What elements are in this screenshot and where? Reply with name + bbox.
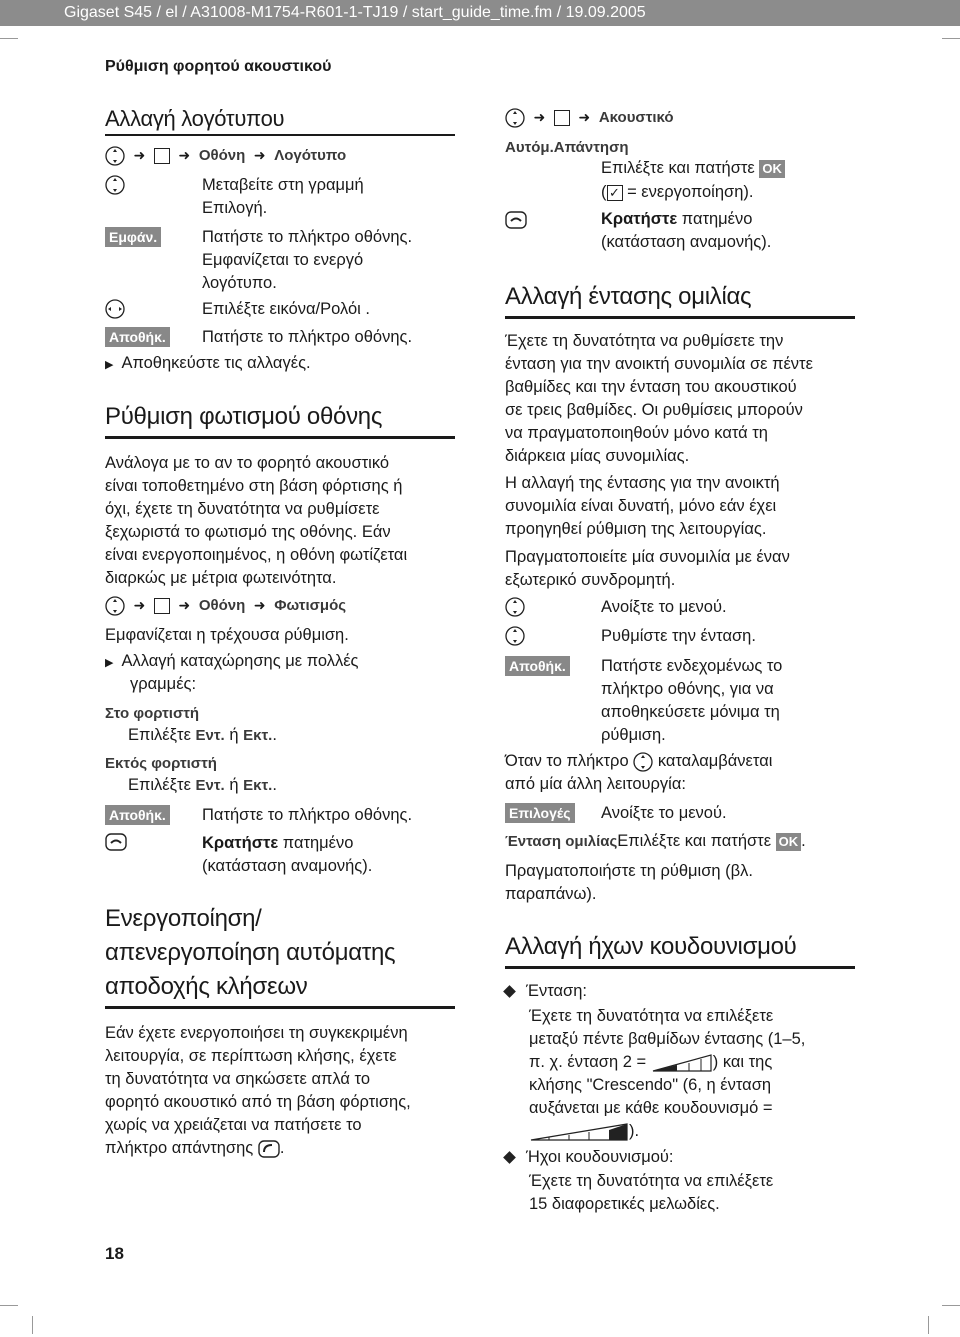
light-change [105,650,359,675]
header-text: Gigaset S45 / el / A31008-M1754-R601-1-TJ19 / start_guide_time.fm / 19.09.2005 [64,4,646,21]
volume-crescendo-icon [529,1122,629,1142]
triangle-bullet-icon: ▶ [105,359,114,371]
light-para-1: Ανάλογα με το αν το φορητό ακουστικό [105,454,390,472]
light-para-3: όχι, έχετε τη δυνατότητα να ρυθμίσετε [105,500,380,518]
select-text: Επιλέξτε και πατήστε [617,832,772,850]
vol-p1-4: σε τρεις βαθμίδες. Οι ρυθμίσεις μπορούν [505,401,803,419]
light-hold [202,832,353,855]
in-charger-select [128,724,277,747]
ring-b1-3a: π. χ. ένταση 2 = [529,1053,647,1071]
arrow-icon: ➜ [533,109,546,125]
logo-step5-text: Αποθηκεύστε τις αλλαγές. [121,354,311,372]
option-on: Εντ. [195,777,225,794]
vol-save-3: αποθηκεύσετε μόνιμα τη [601,703,780,721]
auto-idle: (κατάσταση αναμονής). [601,233,772,251]
light-current: Εμφανίζεται η τρέχουσα ρύθμιση. [105,626,349,644]
heading-rule [105,436,455,439]
logo-step5 [105,352,311,377]
arrow-icon: ➜ [253,147,266,163]
ok-key: OK [759,160,785,178]
ring-bullet-volume [505,980,587,1003]
out-charger-select [128,774,277,797]
crop-mark [32,1316,33,1334]
when-text-a: Όταν το πλήκτρο [505,752,629,770]
ring-b2-2: 15 διαφορετικές μελωδίες. [529,1195,720,1213]
nav-key-icon [505,108,525,128]
logo-step4: Πατήστε το πλήκτρο οθόνης. [202,328,413,346]
activation-text: = ενεργοποίηση). [622,183,754,201]
crop-mark [0,1305,18,1306]
page-number: 18 [105,1244,124,1263]
heading-rule [505,316,855,319]
arrow-icon: ➜ [133,597,146,613]
softkey-options: Επιλογές [505,803,575,823]
light-para-4: ξεχωριστά το φωτισμό της οθόνης. Εάν [105,523,391,541]
diamond-bullet-icon [503,1151,516,1164]
label-in-charger: Στο φορτιστή [105,705,200,722]
ring-volume-label: Ένταση: [526,982,587,1000]
heading-change-logo: Αλλαγή λογότυπου [105,106,285,131]
end-call-key-icon [105,832,127,852]
vol-p1-3: βαθμίδες και την ένταση του ακουστικού [505,378,797,396]
menu-item-display: Οθόνη [198,597,246,614]
softkey-save: Αποθήκ. [505,656,570,676]
logo-step3: Επιλέξτε εικόνα/Ρολόι . [202,300,371,318]
vol-open-menu: Ανοίξτε το μενού. [601,598,727,616]
heading-rule [105,134,455,136]
nav-key-icon [105,175,125,195]
settings-menu-icon [154,598,170,614]
ring-b1-5: αυξάνεται με κάθε κουδουνισμό = [529,1099,773,1117]
auto-para-1: Εάν έχετε ενεργοποιήσει τη συγκεκριμένη [105,1024,408,1042]
ring-b1-4: κλήσης "Crescendo" (6, η ένταση [529,1076,772,1094]
auto-para-2: λειτουργία, σε περίπτωση κλήσης, έχετε [105,1047,397,1065]
vol-adjust: Ρυθμίστε την ένταση. [601,627,756,645]
logo-step1-b: Επιλογή. [202,199,268,217]
vol-open-menu-2: Ανοίξτε το μενού. [601,804,727,822]
crop-mark [942,38,960,39]
settings-menu-icon [554,110,570,126]
auto-para-5: χωρίς να χρειάζεται να πατήσετε το [105,1116,362,1134]
vol-p1-1: Έχετε τη δυνατότητα να ρυθμίσετε την [505,332,784,350]
vol-perform-2: παραπάνω). [505,885,597,903]
vol-perform-1: Πραγματοποιήστε τη ρύθμιση (βλ. [505,862,753,880]
vol-save-4: ρύθμιση. [601,726,666,744]
vol-when [505,750,772,773]
option-off: Εκτ. [243,777,273,794]
ring-b1-3 [529,1051,772,1074]
softkey-save: Αποθήκ. [105,805,170,825]
softkey-save: Αποθήκ. [105,327,170,347]
nav-key-icon [505,626,525,646]
menu-item-lighting: Φωτισμός [274,597,347,614]
light-menu-path [105,594,346,617]
section-title: Ρύθμιση φορητού ακουστικού [105,58,332,75]
ring-tones-label: Ήχοι κουδουνισμού: [526,1148,674,1166]
vol-p1-5: να πραγματοποιηθούν μόνο κατά τη [505,424,768,442]
option-talk-volume: Ένταση ομιλίας [505,833,618,850]
nav-key-lr-icon [105,299,125,319]
heading-auto-answer-1: Ενεργοποίηση/ [105,905,262,932]
nav-key-icon [505,597,525,617]
ring-b2-1: Έχετε τη δυνατότητα να επιλέξετε [529,1172,774,1190]
auto-select [601,157,785,180]
when-text-b: καταλαμβάνεται [657,752,773,770]
or-text: ή [224,776,244,794]
ring-b1-6 [529,1120,639,1143]
settings-menu-icon [154,148,170,164]
vol-p1-6: διάρκεια μίας συνομιλίας. [505,447,690,465]
heading-auto-answer-3: αποδοχής κλήσεων [105,973,308,1000]
dot-text: . [801,832,806,850]
arrow-icon: ➜ [178,597,191,613]
heading-auto-answer-2: απενεργοποίηση αυτόματης [105,939,396,966]
volume-level-2-icon [651,1053,713,1073]
auto-para-6 [105,1137,284,1160]
arrow-icon: ➜ [578,109,591,125]
auto-para-3: τη δυνατότητα να σηκώσετε απλά το [105,1070,371,1088]
logo-menu-path [105,144,346,167]
heading-display-light: Ρύθμιση φωτισμού οθόνης [105,403,383,430]
light-para-5: είναι ενεργοποιημένος, η οθόνη φωτίζεται [105,546,408,564]
option-on: Εντ. [195,727,225,744]
dot-text: . [272,726,277,744]
vol-p2-1: Η αλλαγή της έντασης για την ανοικτή [505,474,780,492]
ring-b1-3b: ) και της [712,1053,773,1071]
logo-step2-c: λογότυπο. [202,274,277,292]
arrow-icon: ➜ [253,597,266,613]
hold-bold: Κρατήστε [601,210,678,228]
auto-para-4: φορητό ακουστικό από τη βάση φόρτισης, [105,1093,411,1111]
option-off: Εκτ. [243,727,273,744]
ring-b1-1: Έχετε τη δυνατότητα να επιλέξετε [529,1007,774,1025]
light-para-6: διαρκώς με μέτρια φωτεινότητα. [105,569,337,587]
light-change-text: Αλλαγή καταχώρησης με πολλές [121,652,359,670]
ring-b1-6b: ). [629,1122,640,1140]
select-text: Επιλέξτε [128,776,196,794]
nav-key-icon [105,146,125,166]
menu-item-logo: Λογότυπο [274,147,347,164]
vol-p2-2: συνομιλία είναι δυνατή, μόνο εάν έχει [505,497,777,515]
menu-item-display: Οθόνη [198,147,246,164]
ok-key: OK [776,833,802,851]
arrow-icon: ➜ [133,147,146,163]
auto-hold [601,208,752,231]
auto-last-dot: . [279,1139,285,1157]
logo-step2: Πατήστε το πλήκτρο οθόνης. [202,228,413,246]
dot-text: . [272,776,277,794]
hold-rest: πατημένο [677,210,753,228]
select-text: Επιλέξτε και πατήστε [601,159,755,177]
ring-bullet-tones [505,1146,674,1169]
softkey-show: Εμφάν. [105,227,161,247]
talk-key-icon [258,1140,280,1158]
vol-save-1: Πατήστε ενδεχομένως το [601,657,783,675]
hold-bold: Κρατήστε [202,834,279,852]
auto-menu-path [505,106,674,129]
nav-key-icon [633,752,653,772]
vol-option-select [505,830,806,853]
light-press-soft: Πατήστε το πλήκτρο οθόνης. [202,806,413,824]
ring-b1-2: μεταξύ πέντε βαθμίδων έντασης (1–5, [529,1030,806,1048]
vol-when-2: από μία άλλη λειτουργία: [505,775,686,793]
vol-p2-3: προηγηθεί ρύθμιση της λειτουργίας. [505,520,767,538]
arrow-icon: ➜ [178,147,191,163]
diamond-bullet-icon [503,985,516,998]
crop-mark [942,1305,960,1306]
select-text: Επιλέξτε [128,726,196,744]
crop-mark [928,1316,929,1334]
heading-rule [505,966,855,969]
checkbox-icon: ✓ [607,185,623,201]
vol-save-2: πλήκτρο οθόνης, για να [601,680,774,698]
triangle-bullet-icon: ▶ [105,657,114,669]
end-call-key-icon [505,210,527,230]
auto-last-text: πλήκτρο απάντησης [105,1139,254,1157]
option-auto-answer: Αυτόμ.Απάντηση [505,139,629,156]
page-header [0,0,960,26]
heading-ring-tones: Αλλαγή ήχων κουδουνισμού [505,933,797,960]
nav-key-icon [105,596,125,616]
vol-p3-1: Πραγματοποιείτε μία συνομιλία με έναν [505,548,790,566]
logo-step2-b: Εμφανίζεται το ενεργό [202,251,364,269]
vol-p3-2: εξωτερικό συνδρομητή. [505,571,676,589]
vol-p1-2: ένταση για την ανοικτή συνομιλία σε πέντε [505,355,813,373]
crop-mark [0,38,18,39]
heading-talk-volume: Αλλαγή έντασης ομιλίας [505,283,752,310]
light-idle: (κατάσταση αναμονής). [202,857,373,875]
logo-step1: Μεταβείτε στη γραμμή [202,176,364,194]
paren-open: ( [601,183,607,201]
light-para-2: είναι τοποθετημένο στη βάση φόρτισης ή [105,477,403,495]
auto-check-line [601,181,753,204]
label-out-charger: Εκτός φορτιστή [105,755,217,772]
menu-item-handset: Ακουστικό [598,109,674,126]
heading-rule [105,1006,455,1009]
light-change-b: γραμμές: [130,675,197,693]
or-text: ή [224,726,244,744]
hold-rest: πατημένο [278,834,354,852]
